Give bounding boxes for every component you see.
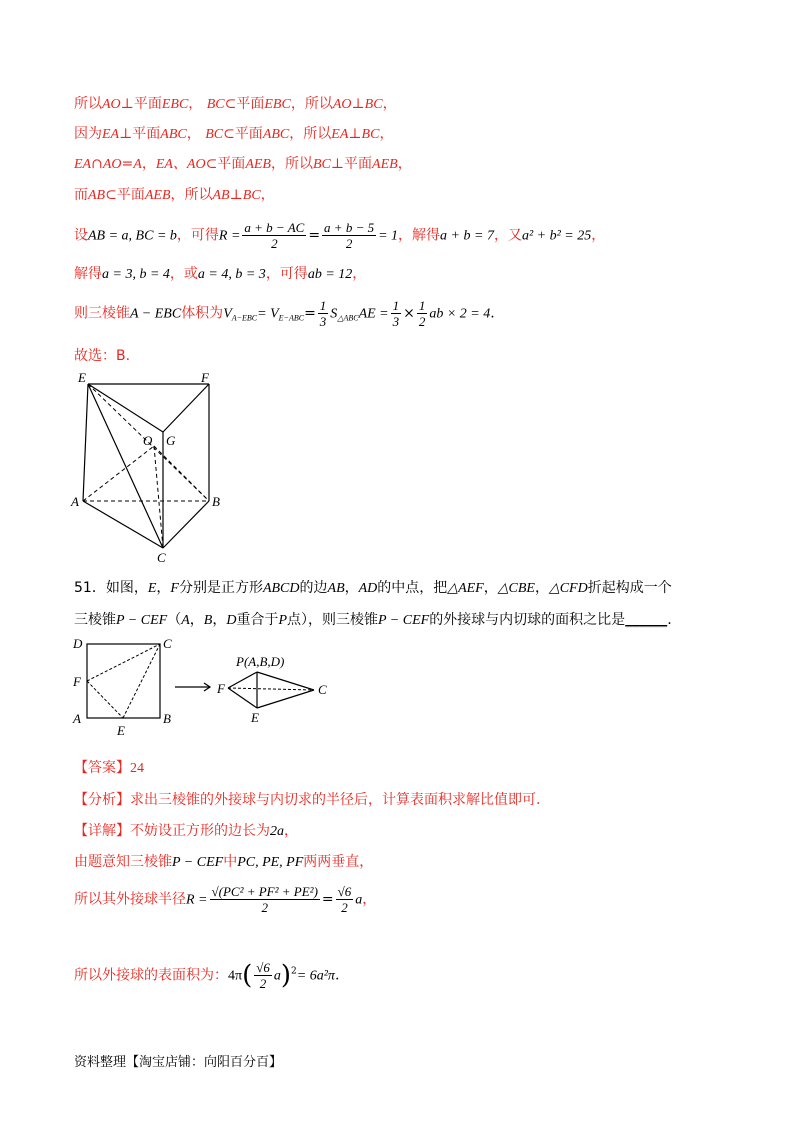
analysis-line: 【分析】求出三棱锥的外接球与内切求的半径后，计算表面积求解比值即可. [74, 792, 541, 808]
label-A-square: A [73, 711, 81, 726]
solution-line-2: 因为EA⊥平面ABC， BC⊂平面ABC，所以EA⊥BC， [74, 126, 394, 142]
detail-line-4: 所以外接球的表面积为：4π( $\frac{√6}{2}$ a)$^2$= 6a²π. [74, 960, 340, 991]
edge-AC [83, 501, 163, 548]
label-C-square: C [163, 636, 172, 651]
edge-EA [83, 384, 88, 501]
label-C-tetra: C [318, 682, 327, 697]
solution-line-7: 则三棱锥A − EBC体积为$V_{A-EBC}= V_{E-ABC}=$ $\frac{1}{3}$ $S_{\triangle ABC}AE$ = $\frac{1}{3}$ × $\frac{1}{2}$ ab × 2 = 4. [74, 298, 495, 329]
label-F: F [201, 370, 209, 385]
square-ABCD [87, 644, 160, 718]
label-E: E [78, 370, 86, 385]
prism-figure [70, 370, 230, 565]
question-51-line-1: 51．如图，E，F分别是正方形ABCD的边AB，AD的中点，把△AEF，△CBE，△CFD折起构成一个 [74, 580, 672, 596]
fraction-radius: $\frac{\text{√(PC² + PF² + PE²)}}{2}$ [211, 884, 318, 915]
fraction-sqrt6-2: $\frac{√6}{2}$ [337, 884, 352, 915]
edge-EC [257, 690, 314, 708]
question-51-line-2: 三棱锥P − CEF（A，B，D重合于P点），则三棱锥P − CEF的外接球与内切球的面积之比是______. [74, 612, 672, 628]
fraction-sqrt6-2b: $\frac{√6}{2}$ [256, 960, 270, 991]
edge-FG [163, 384, 209, 432]
fold-EC [123, 644, 160, 718]
label-E-square: E [117, 723, 125, 738]
detail-line-1: 【详解】不妨设正方形的边长为2a， [74, 823, 298, 839]
square-fold-figure [70, 632, 340, 742]
label-F-square: F [73, 674, 81, 689]
fold-FE [87, 681, 123, 718]
answer-choice-line: 故选：B. [74, 348, 131, 364]
dashed-AO [83, 446, 154, 501]
detail-line-2: 由题意知三棱锥P − CEF中PC, PE, PF两两垂直， [74, 854, 374, 870]
solution-line-6: 解得a = 3, b = 4，或a = 4, b = 3，可得ab = 12， [74, 266, 367, 282]
detail-line-3: 所以其外接球半径R = $\frac{\text{√(PC² + PF² + PE²)}}{2}$ = $\frac{√6}{2}$ a， [74, 884, 377, 915]
label-B-square: B [163, 711, 171, 726]
dashed-OB [154, 446, 209, 501]
solution-line-5: 设AB = a, BC = b，可得R = $\frac{a + b - AC}{2}$ = $\frac{a + b - 5}{2}$ = 1，解得a + b = 7，又a² + b² = 25， [74, 220, 606, 251]
label-C: C [157, 550, 166, 565]
label-B: B [212, 494, 220, 509]
label-D: D [73, 636, 83, 651]
fraction-one-third: $\frac{1}{3}$ [319, 298, 327, 329]
edge-FP [228, 672, 257, 688]
label-O: O [143, 433, 153, 448]
solution-line-3: EA∩AO=A，EA、AO⊂平面AEB，所以BC⊥平面AEB， [74, 156, 412, 172]
edge-PC [257, 672, 314, 690]
edge-FE [228, 688, 257, 708]
fraction-one-third-2: $\frac{1}{3}$ [392, 298, 400, 329]
footer-credit: 资料整理【淘宝店铺：向阳百分百】 [74, 1055, 283, 1070]
arrow-icon [175, 683, 210, 691]
label-P: P(A,B,D) [236, 654, 285, 669]
fraction-a-b-5: $\frac{a + b - 5}{2}$ [324, 220, 375, 251]
label-G: G [166, 433, 176, 448]
label-F-tetra: F [217, 681, 225, 696]
label-A: A [71, 494, 79, 509]
fold-FC [87, 644, 160, 681]
edge-BC [163, 501, 209, 548]
answer-line: 【答案】24 [74, 760, 144, 776]
fraction-R: $\frac{a + b - AC}{2}$ [244, 220, 305, 251]
solution-line-1: 所以AO⊥平面EBC， BC⊂平面EBC，所以AO⊥BC， [74, 96, 397, 112]
fraction-one-half: $\frac{1}{2}$ [418, 298, 426, 329]
dashed-FC [228, 688, 314, 690]
label-E-tetra: E [251, 710, 259, 725]
solution-line-4: 而AB⊂平面AEB，所以AB⊥BC， [74, 187, 275, 203]
